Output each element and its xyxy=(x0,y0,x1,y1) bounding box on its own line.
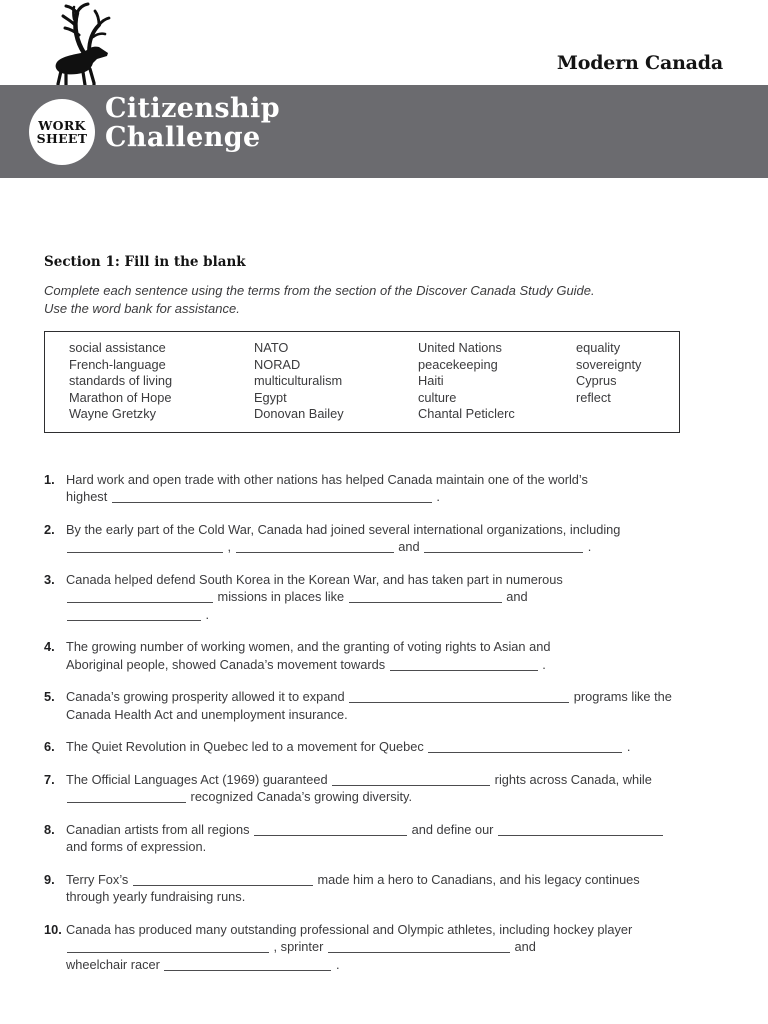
word-bank-column xyxy=(69,340,254,423)
fill-in-blank[interactable] xyxy=(428,743,622,753)
page-title xyxy=(105,94,280,152)
question-text: Hard work and open trade with other nations has helped Canada maintain one of the world’s highest . xyxy=(66,471,588,504)
question-number: 5. xyxy=(44,689,55,704)
page-title-line2: Challenge xyxy=(105,122,261,153)
fill-in-blank[interactable] xyxy=(328,943,510,953)
question-number: 9. xyxy=(44,871,55,887)
question-item xyxy=(44,921,724,974)
question-item xyxy=(44,821,724,856)
fill-in-blank[interactable] xyxy=(67,543,223,553)
word-bank-term: sovereignty xyxy=(576,356,642,372)
question-item xyxy=(44,471,724,506)
section-title: Section 1: Fill in the blank xyxy=(44,254,246,270)
word-bank-term: Donovan Bailey xyxy=(254,406,344,421)
question-text: The Official Languages Act (1969) guaranteed rights across Canada, while recognized Canada’s growing diversity. xyxy=(66,771,652,804)
question-item xyxy=(44,871,724,906)
word-bank-column xyxy=(254,340,418,423)
fill-in-blank[interactable] xyxy=(112,493,432,503)
question-text: By the early part of the Cold War, Canada had joined several international organizations, including , and . xyxy=(66,521,621,554)
question-list xyxy=(44,471,724,974)
question-item xyxy=(44,521,724,556)
question-text: Canadian artists from all regions and define our and forms of expression. xyxy=(66,821,724,856)
word-bank-term: Chantal Peticlerc xyxy=(418,406,515,421)
word-bank-term: Marathon of Hope xyxy=(69,389,172,405)
word-bank-term: NORAD xyxy=(254,356,301,372)
word-bank-term: French-language xyxy=(69,356,166,372)
question-number: 6. xyxy=(44,739,55,754)
word-bank xyxy=(44,331,680,433)
question-item xyxy=(44,771,724,806)
word-bank-term: Haiti xyxy=(418,373,444,388)
word-bank-term: standards of living xyxy=(69,373,173,388)
title-banner xyxy=(0,85,768,178)
fill-in-blank[interactable] xyxy=(349,693,569,703)
question-text: Canada has produced many outstanding professional and Olympic athletes, including hockey player , sprinter and wheelchair racer . xyxy=(66,921,633,972)
instructions xyxy=(44,282,724,317)
question-number: 7. xyxy=(44,771,55,787)
word-bank-column xyxy=(576,340,679,423)
fill-in-blank[interactable] xyxy=(424,543,583,553)
word-bank-term: equality xyxy=(576,340,621,355)
fill-in-blank[interactable] xyxy=(67,793,186,803)
instructions-line1: Complete each sentence using the terms from the section of the Discover Canada Study Guide. xyxy=(44,283,595,298)
worksheet-badge xyxy=(29,99,95,165)
question-item xyxy=(44,571,724,624)
question-item xyxy=(44,638,724,673)
page-title-line1: Citizenship xyxy=(105,93,280,124)
fill-in-blank[interactable] xyxy=(67,593,213,603)
word-bank-term: culture xyxy=(418,389,457,405)
question-number: 3. xyxy=(44,571,55,587)
question-number: 2. xyxy=(44,521,55,537)
fill-in-blank[interactable] xyxy=(332,775,490,785)
question-number: 8. xyxy=(44,821,55,837)
word-bank-term: reflect xyxy=(576,389,611,405)
word-bank-term: multiculturalism xyxy=(254,373,343,388)
word-bank-term: peacekeeping xyxy=(418,356,498,372)
word-bank-term: United Nations xyxy=(418,340,502,355)
question-text: Canada helped defend South Korea in the Korean War, and has taken part in numerous missions in places like and . xyxy=(66,571,563,622)
question-text: The growing number of working women, and the granting of voting rights to Asian and Aboriginal people, showed Canada’s movement towards . xyxy=(66,639,551,672)
fill-in-blank[interactable] xyxy=(67,610,201,620)
fill-in-blank[interactable] xyxy=(236,543,394,553)
question-text: Terry Fox’s made him a hero to Canadians, and his legacy continues through yearly fundraising runs. xyxy=(66,871,640,904)
course-label: Modern Canada xyxy=(556,52,723,74)
question-text: The Quiet Revolution in Quebec led to a movement for Quebec . xyxy=(66,739,631,754)
fill-in-blank[interactable] xyxy=(133,875,313,885)
badge-line1: WORK xyxy=(38,118,86,133)
fill-in-blank[interactable] xyxy=(164,960,331,970)
question-item xyxy=(44,738,724,756)
fill-in-blank[interactable] xyxy=(390,660,538,670)
fill-in-blank[interactable] xyxy=(254,825,407,835)
question-number: 10. xyxy=(44,921,62,937)
worksheet-content xyxy=(44,254,724,988)
question-text: Canada’s growing prosperity allowed it to expand programs like the Canada Health Act and unemployment insurance. xyxy=(66,689,672,722)
badge-line2: SHEET xyxy=(36,131,88,146)
question-number: 1. xyxy=(44,471,55,487)
word-bank-column xyxy=(418,340,576,423)
fill-in-blank[interactable] xyxy=(498,825,663,835)
word-bank-term: Cyprus xyxy=(576,373,617,388)
word-bank-term: Wayne Gretzky xyxy=(69,406,156,421)
fill-in-blank[interactable] xyxy=(67,943,269,953)
word-bank-term: NATO xyxy=(254,340,289,355)
word-bank-term: Egypt xyxy=(254,389,287,405)
question-item xyxy=(44,688,724,723)
fill-in-blank[interactable] xyxy=(349,593,502,603)
instructions-line2: Use the word bank for assistance. xyxy=(44,300,240,316)
question-number: 4. xyxy=(44,639,55,654)
word-bank-term: social assistance xyxy=(69,340,166,355)
